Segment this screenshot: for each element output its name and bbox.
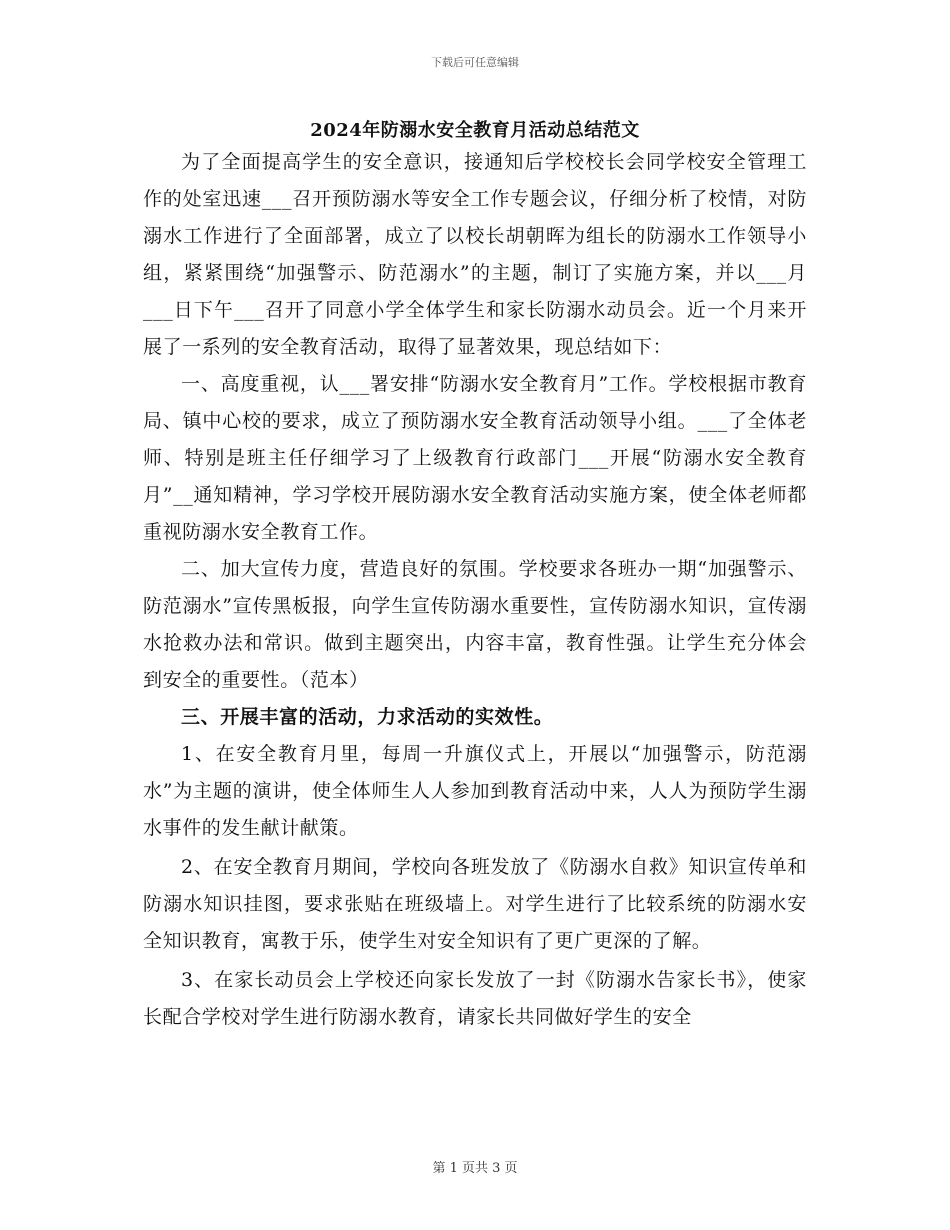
document-body bbox=[143, 144, 807, 1036]
page-title: 2024年防溺水安全教育月活动总结范文 bbox=[310, 120, 640, 141]
paragraph-section-2: 二、加大宣传力度，营造良好的氛围。学校要求各班办一期“加强警示、防范溺水”宣传黑板报，向学生宣传防溺水重要性，宣传防溺水知识，宣传溺水抢救办法和常识。做到主题突出，内容丰富，教育性强。让学生充分体会到安全的重要性。（范本） bbox=[143, 558, 807, 691]
section-heading-3: 三、开展丰富的活动，力求活动的实效性。 bbox=[181, 706, 554, 728]
paragraph-intro: 为了全面提高学生的安全意识，接通知后学校校长会同学校安全管理工作的处室迅速___召开预防溺水等安全工作专题会议，仔细分析了校情，对防溺水工作进行了全面部署，成立了以校长胡朝晖为组长的防溺水工作领导小组，紧紧围绕“加强警示、防范溺水”的主题，制订了实施方案，并以___月___日下午___召开了同意小学全体学生和家长防溺水动员会。近一个月来开展了一系列的安全教育活动，取得了显著效果，现总结如下： bbox=[143, 151, 807, 358]
paragraph-item-1: 1、在安全教育月里，每周一升旗仪式上，开展以“加强警示，防范溺水”为主题的演讲，使全体师生人人参加到教育活动中来，人人为预防学生溺水事件的发生献计献策。 bbox=[143, 743, 807, 839]
paragraph-item-2: 2、在安全教育月期间，学校向各班发放了《防溺水自救》知识宣传单和防溺水知识挂图，要求张贴在班级墙上。对学生进行了比较系统的防溺水安全知识教育，寓教于乐，使学生对安全知识有了更广更深的了解。 bbox=[143, 856, 807, 952]
header-note: 下载后可任意编辑 bbox=[431, 56, 519, 69]
page-number: 第 1 页共 3 页 bbox=[432, 1161, 518, 1176]
paragraph-section-1: 一、高度重视，认___署安排“防溺水安全教育月”工作。学校根据市教育局、镇中心校的要求，成立了预防溺水安全教育活动领导小组。___了全体老师、特别是班主任仔细学习了上级教育行政部门___开展“防溺水安全教育月”__通知精神，学习学校开展防溺水安全教育活动实施方案，使全体老师都重视防溺水安全教育工作。 bbox=[143, 373, 807, 543]
paragraph-item-3: 3、在家长动员会上学校还向家长发放了一封《防溺水告家长书》，使家长配合学校对学生进行防溺水教育，请家长共同做好学生的安全 bbox=[143, 969, 807, 1028]
